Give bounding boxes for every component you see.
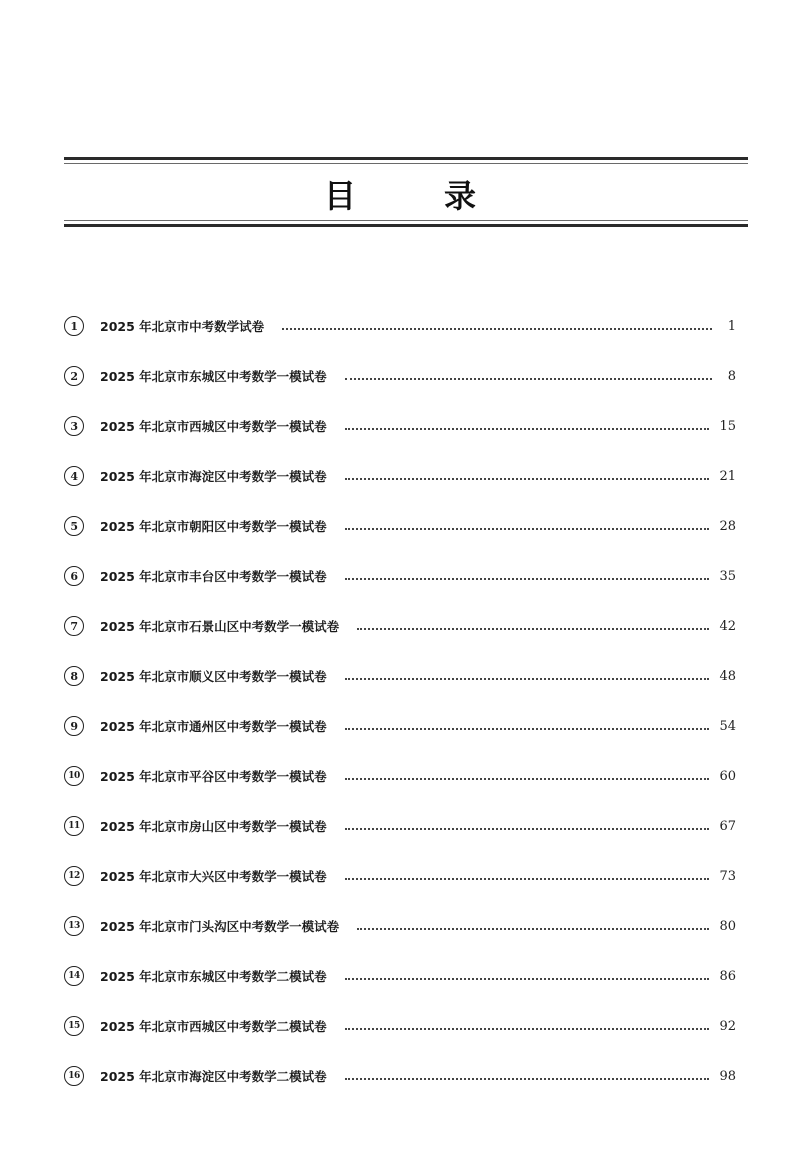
- toc-entry-title: 2025 年北京市海淀区中考数学一模试卷: [100, 469, 327, 484]
- toc-entry-page-number: 8: [727, 368, 736, 384]
- toc-entry-leader-dots: [345, 1078, 710, 1080]
- toc-entry[interactable]: [64, 851, 736, 901]
- toc-entry-number: 1: [64, 316, 84, 336]
- toc-entry-number: 2: [64, 366, 84, 386]
- toc-entry-title: 2025 年北京市中考数学试卷: [100, 319, 265, 334]
- toc-entry[interactable]: [64, 801, 736, 851]
- toc-entry-leader-dots: [345, 978, 710, 980]
- toc-entry-number: 7: [64, 616, 84, 636]
- table-of-contents: [64, 301, 736, 1101]
- toc-entry-title: 2025 年北京市顺义区中考数学一模试卷: [100, 669, 327, 684]
- toc-entry-page-number: 86: [719, 968, 736, 984]
- toc-entry-title: 2025 年北京市海淀区中考数学二模试卷: [100, 1069, 327, 1084]
- toc-entry[interactable]: [64, 301, 736, 351]
- toc-entry[interactable]: [64, 601, 736, 651]
- toc-entry-title: 2025 年北京市通州区中考数学一模试卷: [100, 719, 327, 734]
- toc-entry-leader-dots: [357, 628, 709, 630]
- title-char-1: 目: [323, 177, 356, 215]
- toc-entry-number: 12: [64, 866, 84, 886]
- toc-entry[interactable]: [64, 701, 736, 751]
- toc-entry-page-number: 28: [719, 518, 736, 534]
- toc-entry-number: 14: [64, 966, 84, 986]
- toc-entry-leader-dots: [345, 478, 710, 480]
- toc-entry[interactable]: [64, 401, 736, 451]
- toc-entry-number: 4: [64, 466, 84, 486]
- toc-entry-number: 11: [64, 816, 84, 836]
- toc-entry-title: 2025 年北京市西城区中考数学二模试卷: [100, 1019, 327, 1034]
- toc-entry-leader-dots: [345, 828, 710, 830]
- toc-entry-leader-dots: [345, 528, 710, 530]
- toc-entry[interactable]: [64, 1001, 736, 1051]
- toc-entry-leader-dots: [357, 928, 709, 930]
- toc-entry-number: 9: [64, 716, 84, 736]
- toc-entry-number: 15: [64, 1016, 84, 1036]
- toc-entry-leader-dots: [345, 378, 712, 380]
- toc-entry-title: 2025 年北京市门头沟区中考数学一模试卷: [100, 919, 340, 934]
- toc-entry[interactable]: [64, 351, 736, 401]
- toc-entry-title: 2025 年北京市东城区中考数学一模试卷: [100, 369, 327, 384]
- toc-entry-leader-dots: [345, 778, 710, 780]
- toc-entry-number: 13: [64, 916, 84, 936]
- toc-entry-page-number: 73: [719, 868, 736, 884]
- toc-entry-number: 3: [64, 416, 84, 436]
- toc-entry-page-number: 98: [719, 1068, 736, 1084]
- toc-entry-page-number: 1: [727, 318, 736, 334]
- toc-entry-title: 2025 年北京市大兴区中考数学一模试卷: [100, 869, 327, 884]
- toc-entry-title: 2025 年北京市西城区中考数学一模试卷: [100, 419, 327, 434]
- toc-entry-page-number: 54: [719, 718, 736, 734]
- toc-entry-page-number: 80: [719, 918, 736, 934]
- header-rule-top-thin: [64, 163, 748, 164]
- toc-entry-number: 16: [64, 1066, 84, 1086]
- toc-entry-leader-dots: [345, 728, 710, 730]
- toc-entry-number: 8: [64, 666, 84, 686]
- header-rule-bottom-thin: [64, 220, 748, 221]
- toc-entry[interactable]: [64, 751, 736, 801]
- toc-entry-page-number: 67: [719, 818, 736, 834]
- header-rule-bottom: [64, 224, 748, 227]
- toc-entry-number: 10: [64, 766, 84, 786]
- toc-entry[interactable]: [64, 501, 736, 551]
- toc-entry-leader-dots: [345, 878, 710, 880]
- toc-entry-title: 2025 年北京市东城区中考数学二模试卷: [100, 969, 327, 984]
- toc-entry-page-number: 35: [719, 568, 736, 584]
- toc-entry[interactable]: [64, 901, 736, 951]
- toc-entry-title: 2025 年北京市朝阳区中考数学一模试卷: [100, 519, 327, 534]
- title-char-2: 录: [444, 177, 477, 215]
- toc-entry[interactable]: [64, 1051, 736, 1101]
- toc-entry-title: 2025 年北京市丰台区中考数学一模试卷: [100, 569, 327, 584]
- toc-entry-page-number: 15: [719, 418, 736, 434]
- toc-entry-leader-dots: [345, 428, 710, 430]
- toc-entry-title: 2025 年北京市平谷区中考数学一模试卷: [100, 769, 327, 784]
- toc-entry-leader-dots: [345, 1028, 710, 1030]
- toc-entry-page-number: 48: [719, 668, 736, 684]
- toc-entry-leader-dots: [282, 328, 712, 330]
- toc-entry-title: 2025 年北京市石景山区中考数学一模试卷: [100, 619, 340, 634]
- toc-entry-leader-dots: [345, 578, 710, 580]
- toc-entry-page-number: 60: [719, 768, 736, 784]
- toc-entry-number: 5: [64, 516, 84, 536]
- toc-entry[interactable]: [64, 951, 736, 1001]
- toc-entry-page-number: 42: [719, 618, 736, 634]
- page-title: [0, 172, 800, 216]
- toc-entry-number: 6: [64, 566, 84, 586]
- toc-entry-page-number: 21: [719, 468, 736, 484]
- header-rule-top: [64, 157, 748, 160]
- toc-entry[interactable]: [64, 551, 736, 601]
- toc-entry[interactable]: [64, 451, 736, 501]
- toc-entry-leader-dots: [345, 678, 710, 680]
- toc-entry-title: 2025 年北京市房山区中考数学一模试卷: [100, 819, 327, 834]
- toc-entry-page-number: 92: [719, 1018, 736, 1034]
- toc-entry[interactable]: [64, 651, 736, 701]
